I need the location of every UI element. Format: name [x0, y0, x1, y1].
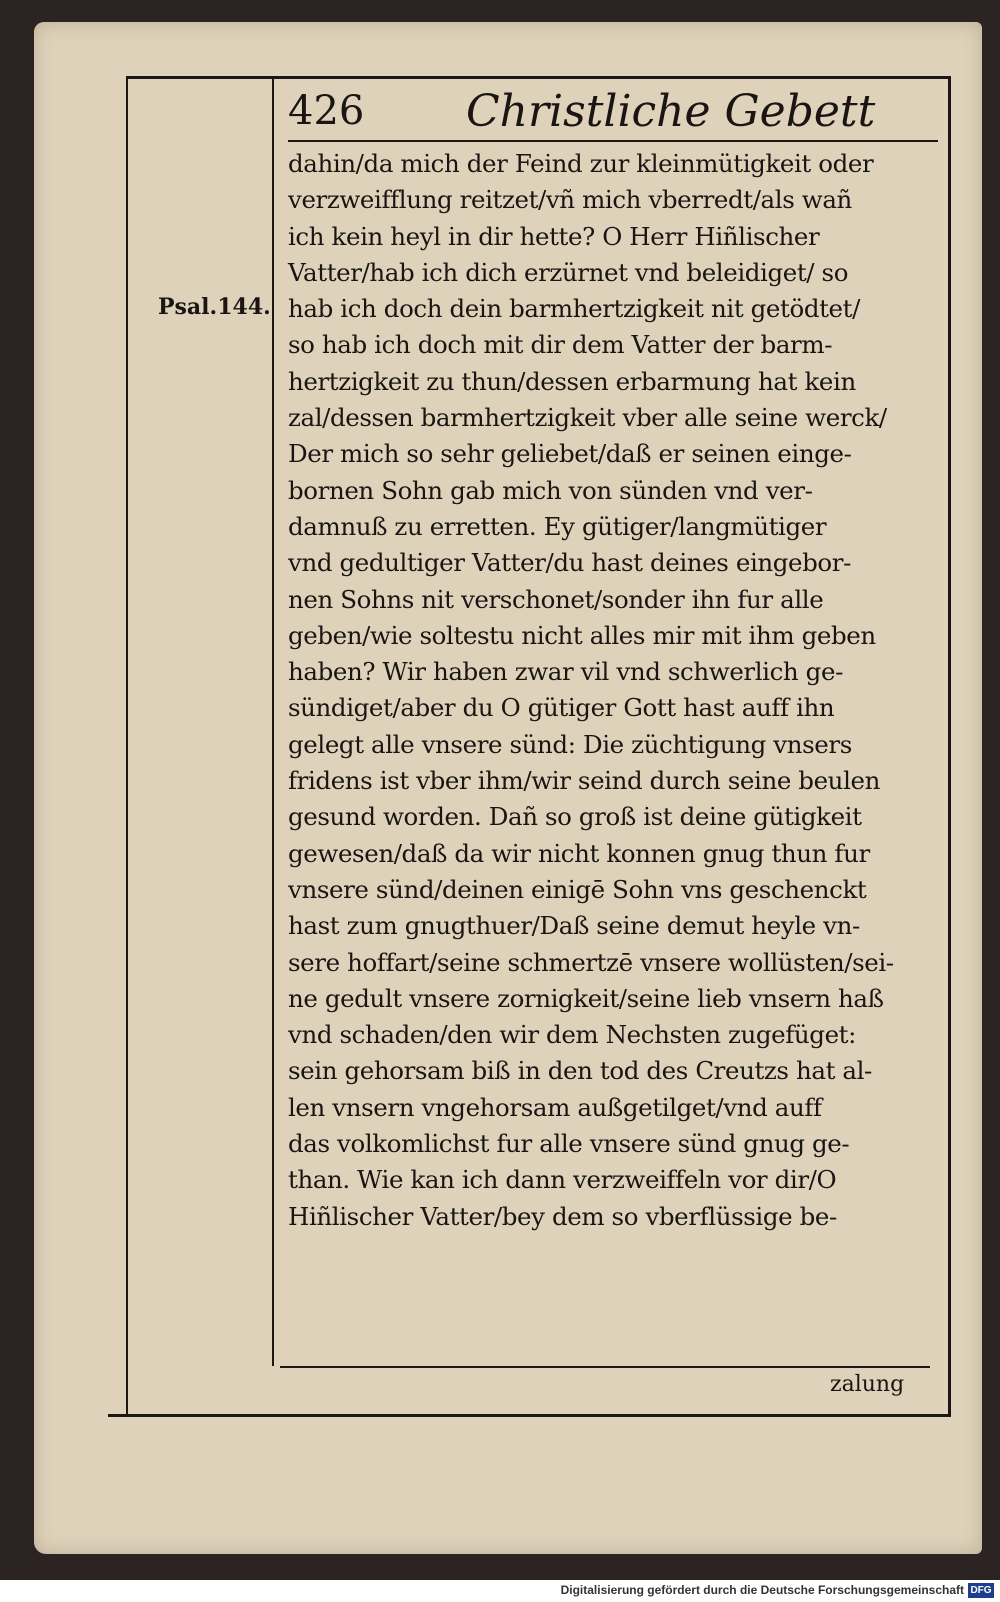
text-line: hertzigkeit zu thun/dessen erbarmung hat kein	[288, 366, 856, 396]
text-line: vnd schaden/den wir dem Nechsten zugefüget:	[288, 1020, 856, 1050]
footer-rule	[280, 1366, 930, 1368]
text-line: gesund worden. Dañ so groß ist deine gütigkeit	[288, 802, 862, 832]
text-line: Hiñlischer Vatter/bey dem so vberflüssige be-	[288, 1201, 837, 1231]
text-line: Der mich so sehr geliebet/daß er seinen einge-	[288, 439, 852, 469]
text-line: than. Wie kan ich dann verzweiffeln vor dir/O	[288, 1165, 837, 1195]
margin-divider-rule	[272, 76, 274, 1366]
text-line: fridens ist vber ihm/wir seind durch seine beulen	[288, 766, 880, 796]
text-line: vnd gedultiger Vatter/du hast deines eingebor-	[288, 548, 851, 578]
margin-note: Psal.144.	[158, 294, 271, 320]
text-line: bornen Sohn gab mich von sünden vnd ver-	[288, 475, 813, 505]
text-line: hast zum gnugthuer/Daß seine demut heyle vn-	[288, 911, 860, 941]
text-line: ne gedult vnsere zornigkeit/seine lieb vnsern haß	[288, 983, 884, 1013]
text-line: ich kein heyl in dir hette? O Herr Hiñlischer	[288, 221, 820, 251]
text-line: sein gehorsam biß in den tod des Creutzs hat al-	[288, 1056, 872, 1086]
text-line: geben/wie soltestu nicht alles mir mit ihm geben	[288, 620, 876, 650]
text-line: len vnsern vngehorsam außgetilget/vnd auff	[288, 1092, 822, 1122]
text-line: haben? Wir haben zwar vil vnd schwerlich ge-	[288, 657, 843, 687]
text-line: verzweifflung reitzet/vñ mich vberredt/als wañ	[288, 185, 852, 215]
text-line: nen Sohns nit verschonet/sonder ihn fur alle	[288, 584, 824, 614]
body-text	[288, 146, 936, 1235]
text-line: vnsere sünd/deinen einigē Sohn vns geschenckt	[288, 874, 867, 904]
digitization-credit: Digitalisierung gefördert durch die Deutsche Forschungsgemeinschaft	[560, 1583, 964, 1597]
digitization-footer	[0, 1580, 1000, 1602]
text-line: hab ich doch dein barmhertzigkeit nit getödtet/	[288, 294, 860, 324]
header-rule	[288, 140, 938, 142]
page-frame-bottom-rule	[108, 1414, 948, 1417]
text-line: gelegt alle vnsere sünd: Die züchtigung vnsers	[288, 729, 852, 759]
dfg-logo: DFG	[968, 1583, 994, 1598]
running-head: Christliche Gebett	[466, 86, 876, 137]
text-line: Vatter/hab ich dich erzürnet vnd beleidiget/ so	[288, 257, 849, 287]
catchword: zalung	[830, 1372, 905, 1397]
text-line: zal/dessen barmhertzigkeit vber alle seine werck/	[288, 403, 887, 433]
text-line: sündiget/aber du O gütiger Gott hast auff ihn	[288, 693, 835, 723]
text-line: gewesen/daß da wir nicht konnen gnug thun fur	[288, 838, 870, 868]
text-line: so hab ich doch mit dir dem Vatter der barm-	[288, 330, 833, 360]
text-line: das volkomlichst fur alle vnsere sünd gnug ge-	[288, 1129, 850, 1159]
page-number: 426	[288, 88, 365, 134]
text-line: damnuß zu erretten. Ey gütiger/langmütiger	[288, 511, 827, 541]
text-line: dahin/da mich der Feind zur kleinmütigkeit oder	[288, 149, 874, 178]
text-line: sere hoffart/seine schmertzē vnsere wollüsten/sei-	[288, 947, 894, 977]
